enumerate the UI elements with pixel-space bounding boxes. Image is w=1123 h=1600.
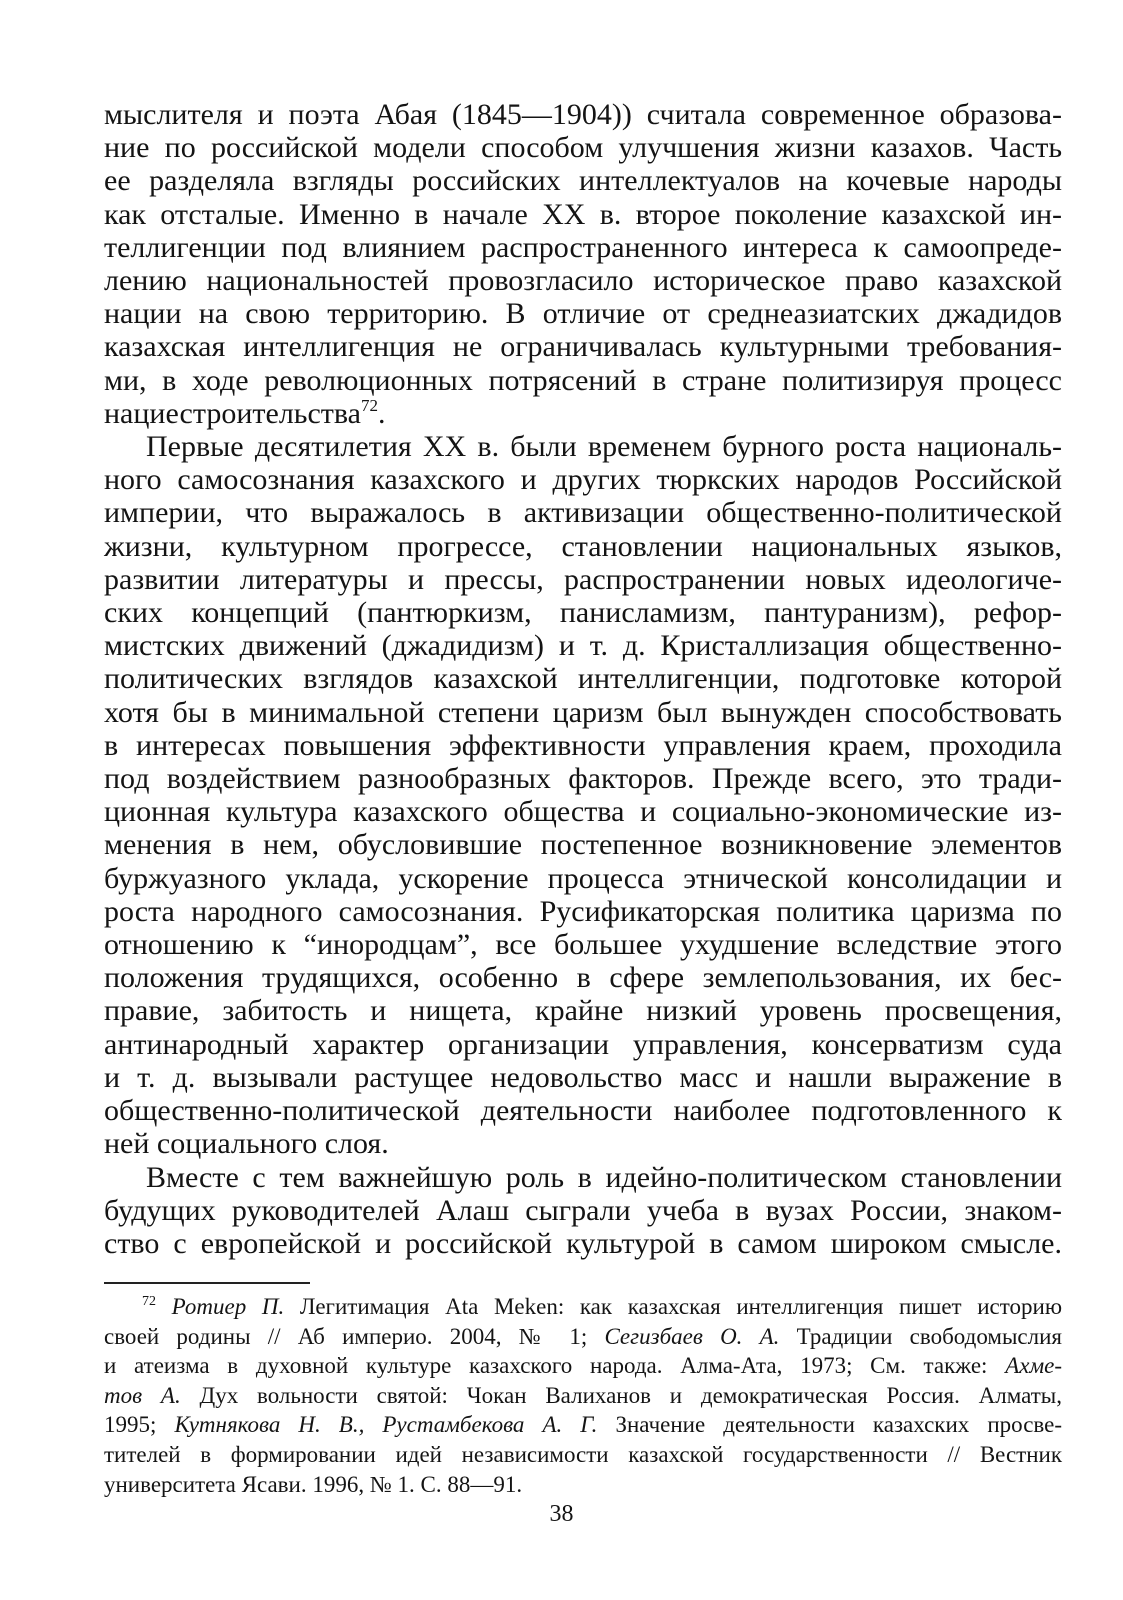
footnote-author: Сегизбаев О. А. xyxy=(604,1323,780,1349)
footnote-text: Традиции свободомыслия xyxy=(779,1323,1062,1349)
text-line: ми, в ходе революционных потрясений в стране политизируя процесс xyxy=(104,363,1062,397)
text-line: казахская интеллигенция не ограничивалась культурными требования- xyxy=(104,330,1062,364)
text-line: Первые десятилетия XX в. были временем бурного роста националь- xyxy=(146,430,1062,464)
footnote-text: Дух вольности святой: Чокан Валиханов и демократическая Россия. Алматы, xyxy=(180,1382,1062,1408)
footnote-author: Ротиер П. xyxy=(171,1294,285,1319)
footnote-line xyxy=(104,1292,1062,1322)
footnote-line-last: университета Ясави. 1996, № 1. С. 88—91. xyxy=(104,1471,523,1497)
footnote-text: 1995; xyxy=(104,1412,175,1438)
footnote-text: и атеизма в духовной культуре казахского народа. Алма-Ата, 1973; См. также: xyxy=(104,1353,1006,1379)
text-line: правие, забитость и нищета, крайне низкий уровень просвещения, xyxy=(104,994,1062,1028)
text-line: ских концепций (пантюркизм, панисламизм, пантуранизм), рефор- xyxy=(104,596,1062,630)
text-line: будущих руководителей Алаш сыграли учеба в вузах России, знаком- xyxy=(104,1193,1062,1227)
footnote-72 xyxy=(104,1292,1062,1499)
text-line: антинародный характер организации управления, консерватизм суда xyxy=(104,1027,1062,1061)
text-line: ного самосознания казахского и других тюркских народов Российской xyxy=(104,463,1062,497)
footnote-text: Легитимация Ata Meken: как казахская интеллигенция пишет историю xyxy=(284,1294,1063,1319)
footnote-author: Кутнякова Н. В., Рустамбекова А. Г. xyxy=(174,1412,598,1438)
footnote-reference[interactable]: 72 xyxy=(360,395,378,415)
text-line-last xyxy=(104,397,1062,430)
text-line: жизни, культурном прогрессе, становлении национальных языков, xyxy=(104,529,1062,563)
text-line: Вместе с тем важнейшую роль в идейно-политическом становлении xyxy=(146,1160,1062,1194)
footnote-line xyxy=(104,1322,1062,1352)
footnote-line xyxy=(104,1351,1062,1381)
text-line: мистских движений (джадидизм) и т. д. Кристаллизация общественно- xyxy=(104,629,1062,663)
footnote-line: тителей в формировании идей независимости казахской государственности // Вестник xyxy=(104,1441,1062,1467)
footnote-author: Ахме- xyxy=(1005,1353,1062,1379)
text-line: менения в нем, обусловившие постепенное возникновение элементов xyxy=(104,828,1062,862)
footnote-marker: 72 xyxy=(142,1294,156,1309)
text-line: отношению к “инородцам”, все большее ухудшение вследствие этого xyxy=(104,928,1062,962)
footnote-author: тов А. xyxy=(104,1382,181,1408)
footnote-line xyxy=(104,1410,1062,1440)
text-line: лению национальностей провозгласило историческое право казахской xyxy=(104,264,1062,298)
text-line: как отсталые. Именно в начале XX в. второе поколение казахской ин- xyxy=(104,197,1062,231)
paragraph-1 xyxy=(104,98,1062,430)
footnote-line xyxy=(104,1381,1062,1411)
text-line: мыслителя и поэта Абая (1845—1904)) считала современное образова- xyxy=(104,98,1062,131)
main-text xyxy=(104,98,1062,1260)
footnote-separator xyxy=(104,1282,310,1284)
text-line: хотя бы в минимальной степени царизм был вынужден способствовать xyxy=(104,695,1062,729)
text-line: ние по российской модели способом улучшения жизни казахов. Часть xyxy=(104,131,1062,165)
footnote-text: своей родины // Аб империо. 2004, № 1; xyxy=(104,1323,605,1349)
text-line: ционная культура казахского общества и социально-экономические из- xyxy=(104,795,1062,829)
text-line-last: ней социального слоя. xyxy=(104,1127,389,1161)
text-line: роста народного самосознания. Русификаторская политика царизма по xyxy=(104,894,1062,928)
sentence-end: . xyxy=(377,396,386,430)
text-line: развитии литературы и прессы, распространении новых идеологиче- xyxy=(104,562,1062,596)
text-line: и т. д. вызывали растущее недовольство масс и нашли выражение в xyxy=(104,1060,1062,1094)
text-line: буржуазного уклада, ускорение процесса этнической консолидации и xyxy=(104,861,1062,895)
text-line: нациестроительства xyxy=(104,396,361,430)
text-line: положения трудящихся, особенно в сфере землепользования, их бес- xyxy=(104,961,1062,995)
text-line: в интересах повышения эффективности управления краем, проходила xyxy=(104,728,1062,762)
text-line: общественно-политической деятельности наиболее подготовленного к xyxy=(104,1094,1062,1128)
footnote-text: Значение деятельности казахских просве- xyxy=(597,1412,1063,1438)
text-line: нации на свою территорию. В отличие от среднеазиатских джадидов xyxy=(104,297,1062,331)
text-line: теллигенции под влиянием распространенного интереса к самоопреде- xyxy=(104,230,1062,264)
paragraph-2 xyxy=(104,430,1062,1160)
page-number: 38 xyxy=(549,1501,574,1527)
text-line: империи, что выражалось в активизации общественно-политической xyxy=(104,496,1062,530)
text-line: под воздействием разнообразных факторов. Прежде всего, это тради- xyxy=(104,762,1062,796)
text-line: политических взглядов казахской интеллигенции, подготовке которой xyxy=(104,662,1062,696)
paragraph-3 xyxy=(104,1161,1062,1261)
text-line: ство с европейской и российской культурой в самом широком смысле. xyxy=(104,1226,1062,1260)
text-line: ее разделяла взгляды российских интеллектуалов на кочевые народы xyxy=(104,164,1062,198)
